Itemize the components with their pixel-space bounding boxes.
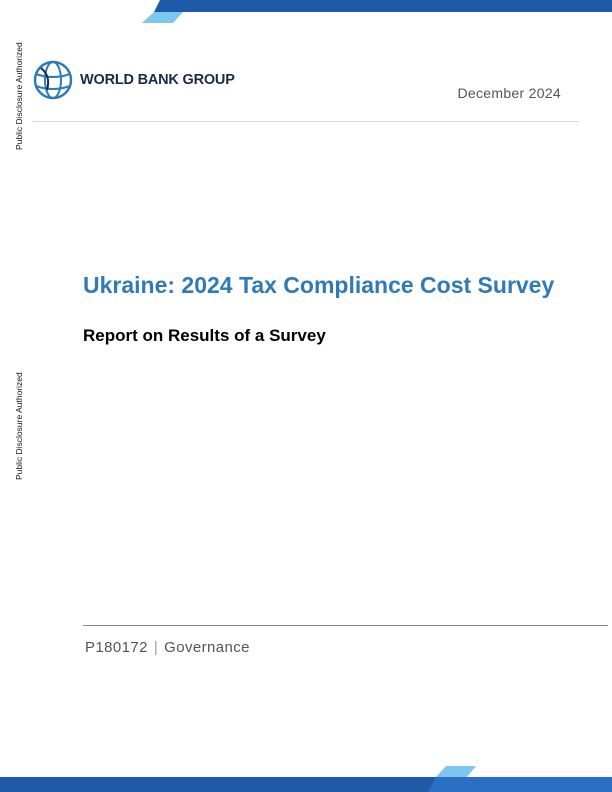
footer-separator: | bbox=[153, 639, 159, 656]
world-bank-logo bbox=[33, 60, 235, 100]
top-decorative-band bbox=[0, 0, 612, 24]
footer-meta bbox=[85, 639, 250, 656]
category-label: Governance bbox=[164, 639, 250, 656]
report-subtitle: Report on Results of a Survey bbox=[83, 326, 326, 345]
bottom-decorative-band bbox=[0, 766, 612, 792]
disclosure-label-top: Public Disclosure Authorized bbox=[14, 42, 24, 150]
globe-icon bbox=[33, 60, 73, 100]
report-title: Ukraine: 2024 Tax Compliance Cost Survey bbox=[83, 272, 555, 298]
publication-date: December 2024 bbox=[457, 85, 561, 101]
project-id: P180172 bbox=[85, 639, 148, 656]
header-divider bbox=[33, 121, 579, 122]
footer-divider bbox=[83, 625, 608, 626]
disclosure-label-middle: Public Disclosure Authorized bbox=[14, 372, 24, 480]
logo-wordmark: WORLD BANK GROUP bbox=[80, 72, 235, 88]
